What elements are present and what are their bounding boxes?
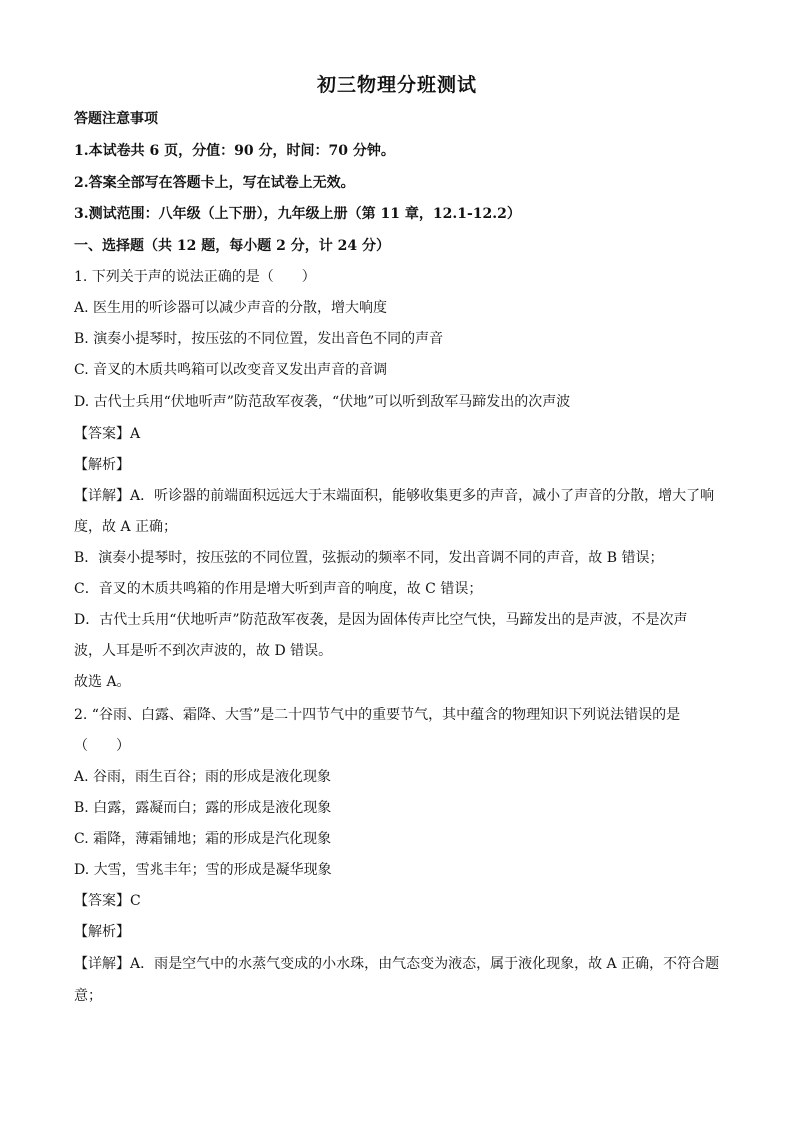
q2-detail-line: 【详解】A．雨是空气中的水蒸气变成的小水珠，由气态变为液态，属于液化现象，故 A 正确，不符合题 — [74, 956, 720, 972]
q1-detail-line: 波，人耳是听不到次声波的，故 D 错误。 — [74, 643, 333, 659]
q1-option-d: D. 古代士兵用“伏地听声”防范敌军夜袭，“伏地”可以听到敌军马蹄发出的次声波 — [74, 394, 571, 410]
note-item: 1.本试卷共 6 页，分值：90 分，时间：70 分钟。 — [74, 143, 395, 159]
q2-option-b: B. 白露，露凝而白；露的形成是液化现象 — [74, 800, 332, 816]
q1-option-c: C. 音叉的木质共鸣箱可以改变音叉发出声音的音调 — [74, 362, 388, 378]
q1-option-a: A. 医生用的听诊器可以减少声音的分散，增大响度 — [74, 300, 388, 316]
section-heading: 一、选择题（共 12 题，每小题 2 分，计 24 分） — [74, 238, 390, 254]
q2-stem-blank: （ ） — [74, 738, 130, 754]
q2-answer: 【答案】C — [74, 893, 141, 909]
q1-option-b: B. 演奏小提琴时，按压弦的不同位置，发出音色不同的声音 — [74, 331, 444, 347]
q2-option-a: A. 谷雨，雨生百谷；雨的形成是液化现象 — [74, 769, 332, 785]
q1-stem: 1. 下列关于声的说法正确的是（ ） — [74, 269, 316, 285]
q1-detail-line: D．古代士兵用“伏地听声”防范敌军夜袭，是因为固体传声比空气快，马蹄发出的是声波，不是次声 — [74, 612, 688, 628]
q2-stem: 2. “谷雨、白露、霜降、大雪”是二十四节气中的重要节气，其中蕴含的物理知识下列说法错误的是 — [74, 707, 681, 723]
q1-detail-line: C．音叉的木质共鸣箱的作用是增大听到声音的响度，故 C 错误； — [74, 581, 483, 597]
q2-option-c: C. 霜降，薄霜铺地；霜的形成是汽化现象 — [74, 831, 332, 847]
q1-conclusion: 故选 A。 — [74, 674, 131, 690]
note-item: 2.答案全部写在答题卡上，写在试卷上无效。 — [74, 175, 355, 191]
q1-detail-line: 【详解】A．听诊器的前端面积远远大于末端面积，能够收集更多的声音，减小了声音的分散，增大了响 — [74, 488, 715, 504]
q2-detail-line: 意； — [74, 988, 102, 1004]
q1-analysis-label: 【解析】 — [74, 457, 130, 473]
q1-detail-line: 度，故 A 正确； — [74, 519, 178, 535]
notes-heading: 答题注意事项 — [74, 111, 158, 127]
note-item: 3.测试范围：八年级（上下册），九年级上册（第 11 章，12.1-12.2） — [74, 206, 521, 222]
q1-answer: 【答案】A — [74, 426, 141, 442]
q2-option-d: D. 大雪，雪兆丰年；雪的形成是凝华现象 — [74, 862, 332, 878]
page-title: 初三物理分班测试 — [316, 74, 477, 96]
q1-detail-line: B．演奏小提琴时，按压弦的不同位置，弦振动的频率不同，发出音调不同的声音，故 B 错误； — [74, 550, 664, 566]
q2-analysis-label: 【解析】 — [74, 924, 130, 940]
